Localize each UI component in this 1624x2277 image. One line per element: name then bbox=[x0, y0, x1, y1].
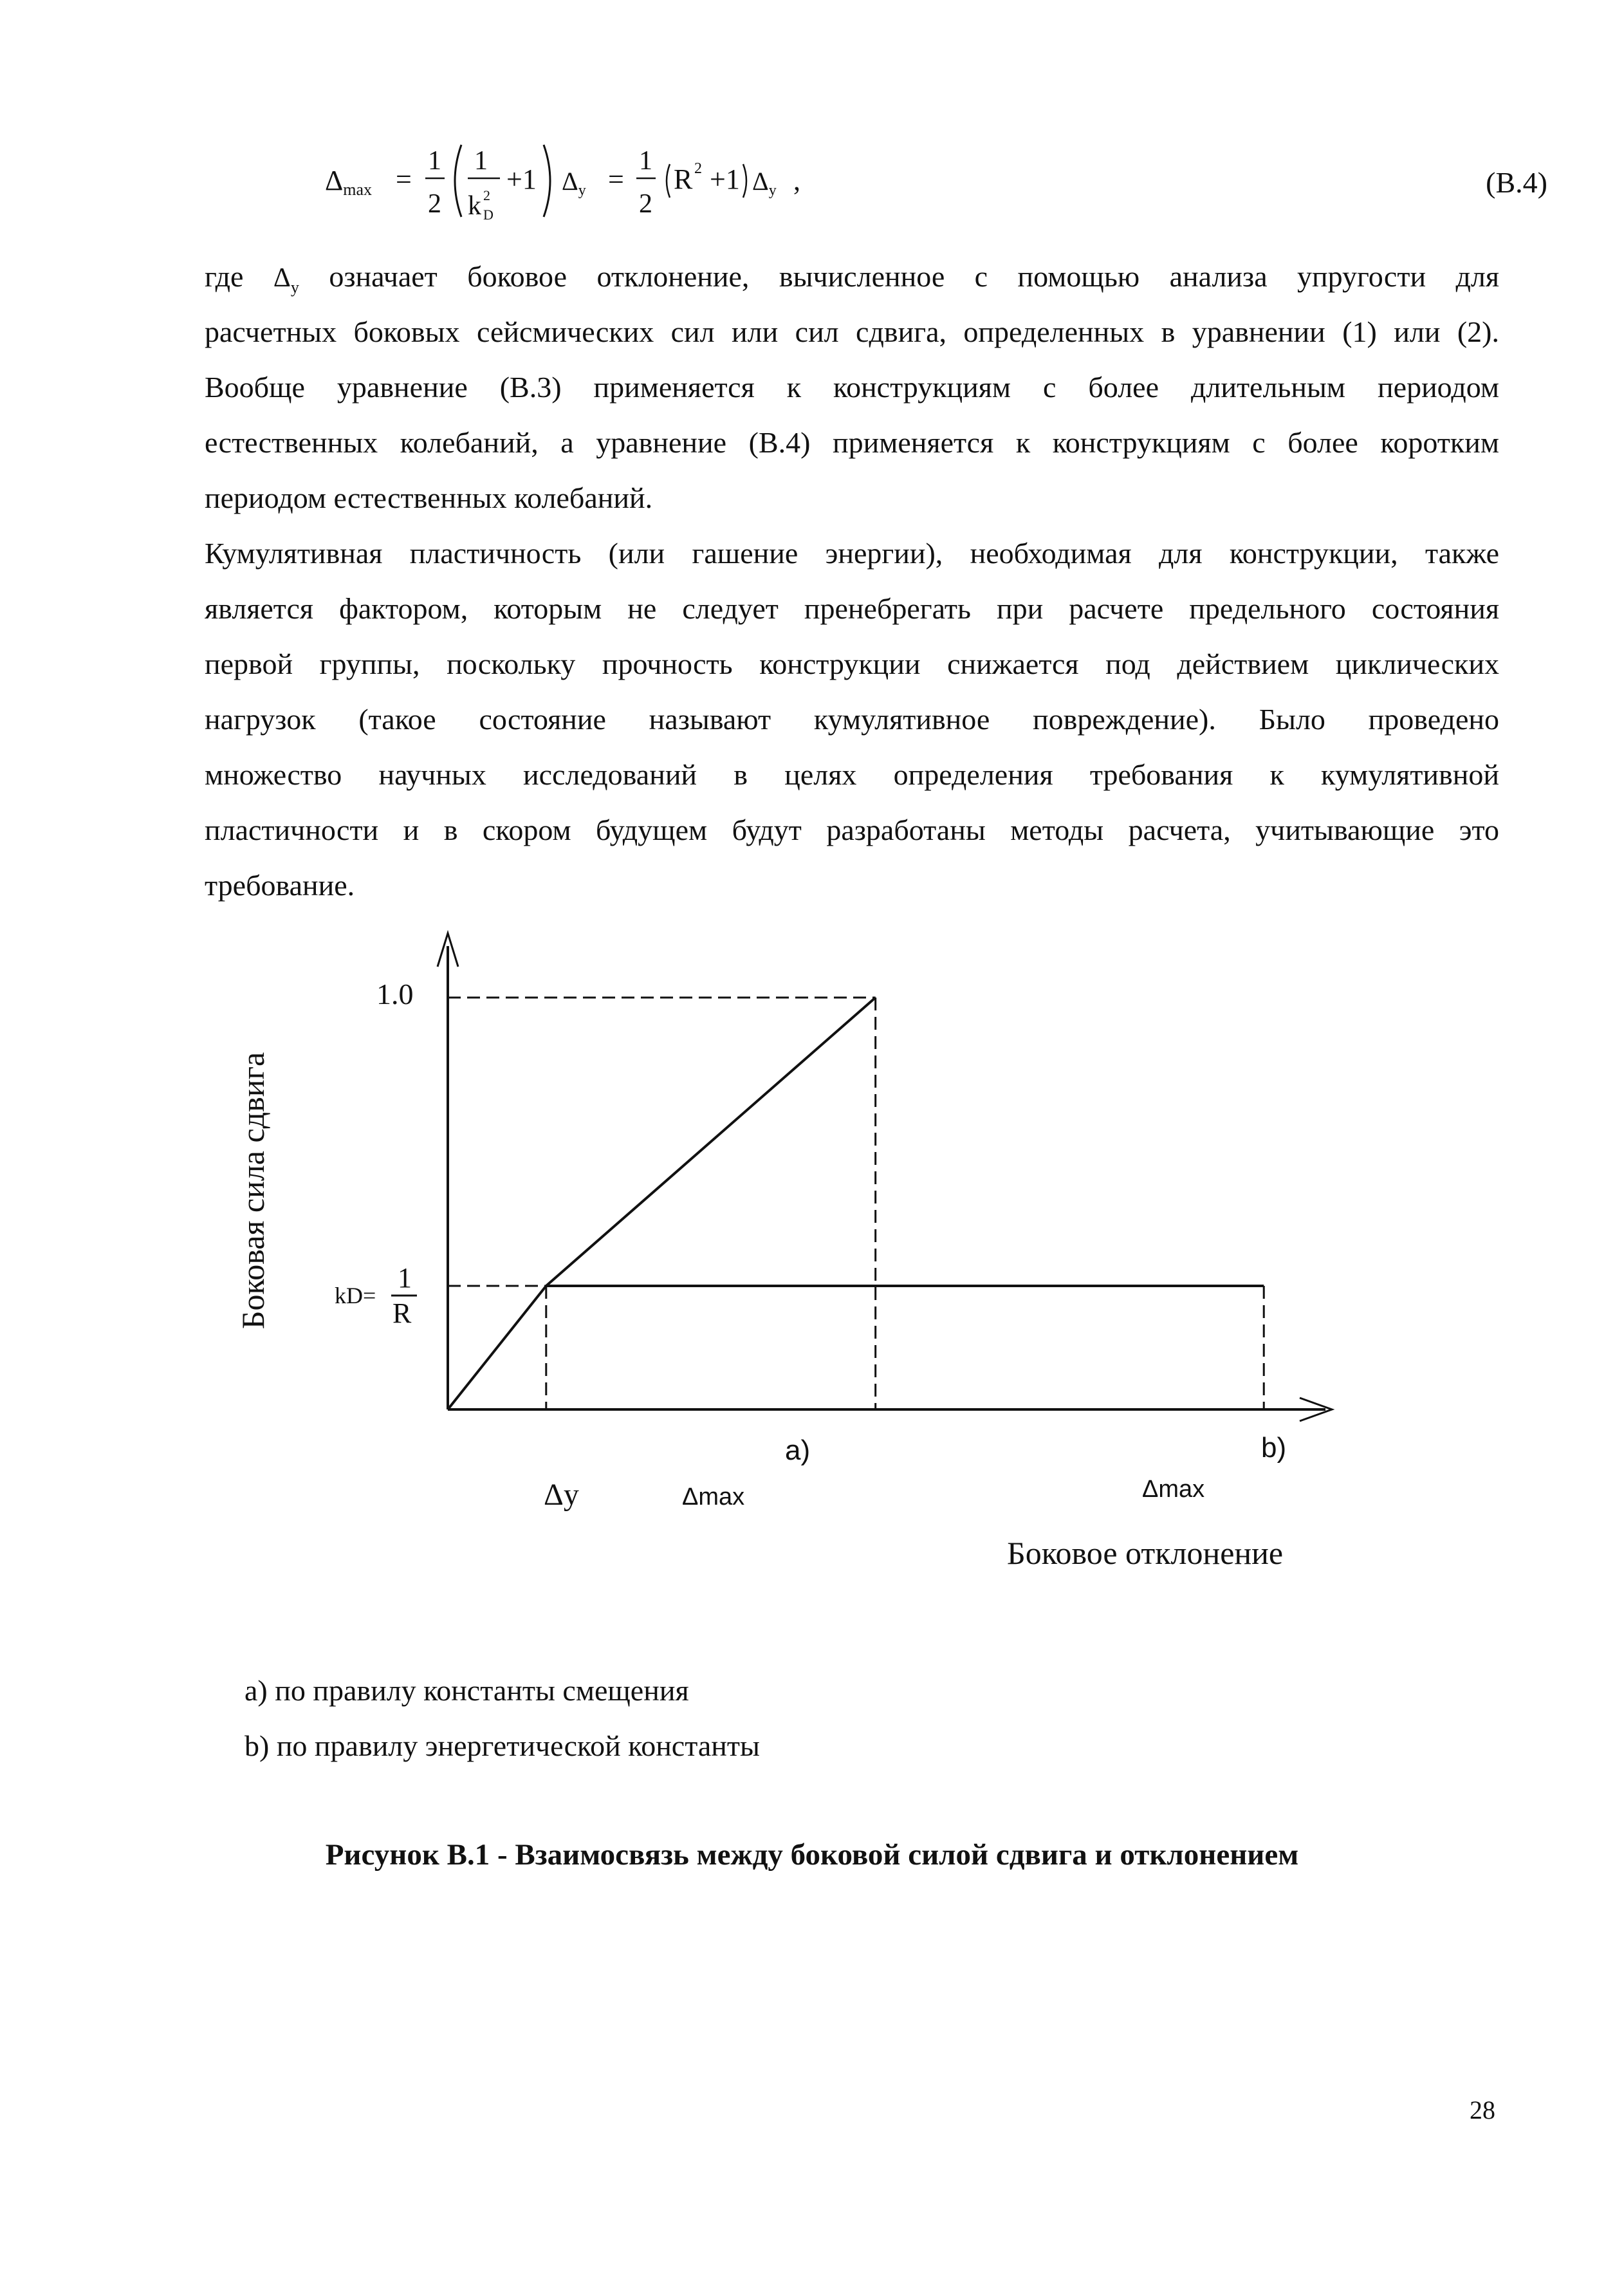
formula-plus-one-2: +1 bbox=[710, 163, 740, 195]
legend-b: b) по правилу энергетической константы bbox=[245, 1729, 760, 1762]
formula-comma: , bbox=[793, 165, 800, 196]
series-1-line bbox=[448, 998, 876, 1409]
force-deflection-chart bbox=[219, 920, 1403, 1615]
paragraph-2 bbox=[205, 526, 1499, 913]
formula-paren-close bbox=[544, 145, 550, 217]
paragraph-1-line-2: расчетных боковых сейсмических сил или сил сдвига, определенных в уравнении (1) или (2). bbox=[205, 315, 1499, 348]
paragraph-2-line-7: требование. bbox=[205, 869, 355, 902]
curve-label-a: a) bbox=[785, 1435, 811, 1466]
formula-plus-one: +1 bbox=[506, 163, 537, 195]
paragraph-2-line-1: Кумулятивная пластичность (или гашение энергии), необходимая для конструкции, также bbox=[205, 537, 1499, 570]
kd-denominator: R bbox=[392, 1297, 412, 1329]
formula-R-sup: 2 bbox=[694, 160, 702, 177]
formula-delta-y-2: $\Delta_y$ bbox=[752, 167, 777, 199]
paragraph-1 bbox=[205, 249, 1499, 526]
paragraph-2-line-3: первой группы, поскольку прочность конструкции снижается под действием циклических bbox=[205, 647, 1499, 680]
formula-delta-y-1: $\Delta_y$ bbox=[562, 167, 586, 199]
kd-label: kD= bbox=[335, 1283, 376, 1308]
paragraph-2-line-2: является фактором, которым не следует пренебрегать при расчете предельного состояния bbox=[205, 592, 1499, 625]
paragraph-1-line-5: периодом естественных колебаний. bbox=[205, 481, 653, 514]
formula-k-sub: D bbox=[483, 207, 494, 223]
chart-svg bbox=[219, 920, 1403, 1615]
formula-eq-2: = bbox=[608, 163, 624, 195]
formula-delta-max: Δmax bbox=[325, 165, 373, 199]
formula-svg bbox=[325, 125, 1097, 235]
paragraph-1-line-4: естественных колебаний, а уравнение (В.4) применяется к конструкциям с более коротким bbox=[205, 426, 1499, 459]
formula-k-sup: 2 bbox=[483, 187, 490, 203]
curve-label-b: b) bbox=[1261, 1432, 1287, 1464]
delta-y-symbol: $\Delta_y$ bbox=[273, 263, 299, 297]
kd-numerator: 1 bbox=[398, 1262, 412, 1294]
formula-R: R bbox=[674, 163, 693, 195]
formula-half2-den: 2 bbox=[639, 189, 652, 219]
paragraph-1-line-1: где $\Delta_y$ означает боковое отклонение, вычисленное с помощью анализа упругости для bbox=[205, 260, 1500, 297]
formula-paren2-close bbox=[743, 164, 746, 198]
formula-b4 bbox=[325, 125, 1547, 235]
paragraph-2-line-4: нагрузок (такое состояние называют кумулятивное повреждение). Было проведено bbox=[205, 703, 1499, 736]
formula-paren2-open bbox=[667, 164, 670, 198]
formula-eq-1: = bbox=[396, 163, 412, 195]
formula-inv-num: 1 bbox=[474, 146, 488, 176]
paragraph-2-line-5: множество научных исследований в целях определения требования к кумулятивной bbox=[205, 758, 1499, 791]
x-tick-delta-max-a: Δmax bbox=[682, 1483, 745, 1510]
figure-caption: Рисунок В.1 - Взаимосвязь между боковой силой сдвига и отклонением bbox=[325, 1838, 1299, 1872]
chart-guides bbox=[448, 998, 1264, 1409]
x-axis-title: Боковое отклонение bbox=[1007, 1535, 1284, 1571]
x-tick-delta-max-b: Δmax bbox=[1142, 1476, 1205, 1503]
y-axis-title: Боковая сила сдвига bbox=[235, 1052, 271, 1330]
formula-paren-open bbox=[455, 145, 461, 217]
equation-number: (B.4) bbox=[1486, 166, 1547, 199]
legend-a: a) по правилу константы смещения bbox=[245, 1674, 689, 1707]
paragraph-1-line-3: Вообще уравнение (В.3) применяется к конструкциям с более длительным периодом bbox=[205, 371, 1499, 404]
formula-half-num: 1 bbox=[428, 146, 441, 176]
page-number: 28 bbox=[1470, 2096, 1495, 2124]
y-tick-1: 1.0 bbox=[376, 978, 414, 1010]
formula-k: k bbox=[468, 191, 481, 221]
x-tick-delta-y: Δy bbox=[544, 1478, 579, 1512]
paragraph-2-line-6: пластичности и в скором будущем будут разработаны методы расчета, учитывающие это bbox=[205, 813, 1499, 846]
formula-half-den: 2 bbox=[428, 189, 441, 219]
chart-series bbox=[448, 998, 1264, 1409]
formula-half2-num: 1 bbox=[639, 146, 652, 176]
